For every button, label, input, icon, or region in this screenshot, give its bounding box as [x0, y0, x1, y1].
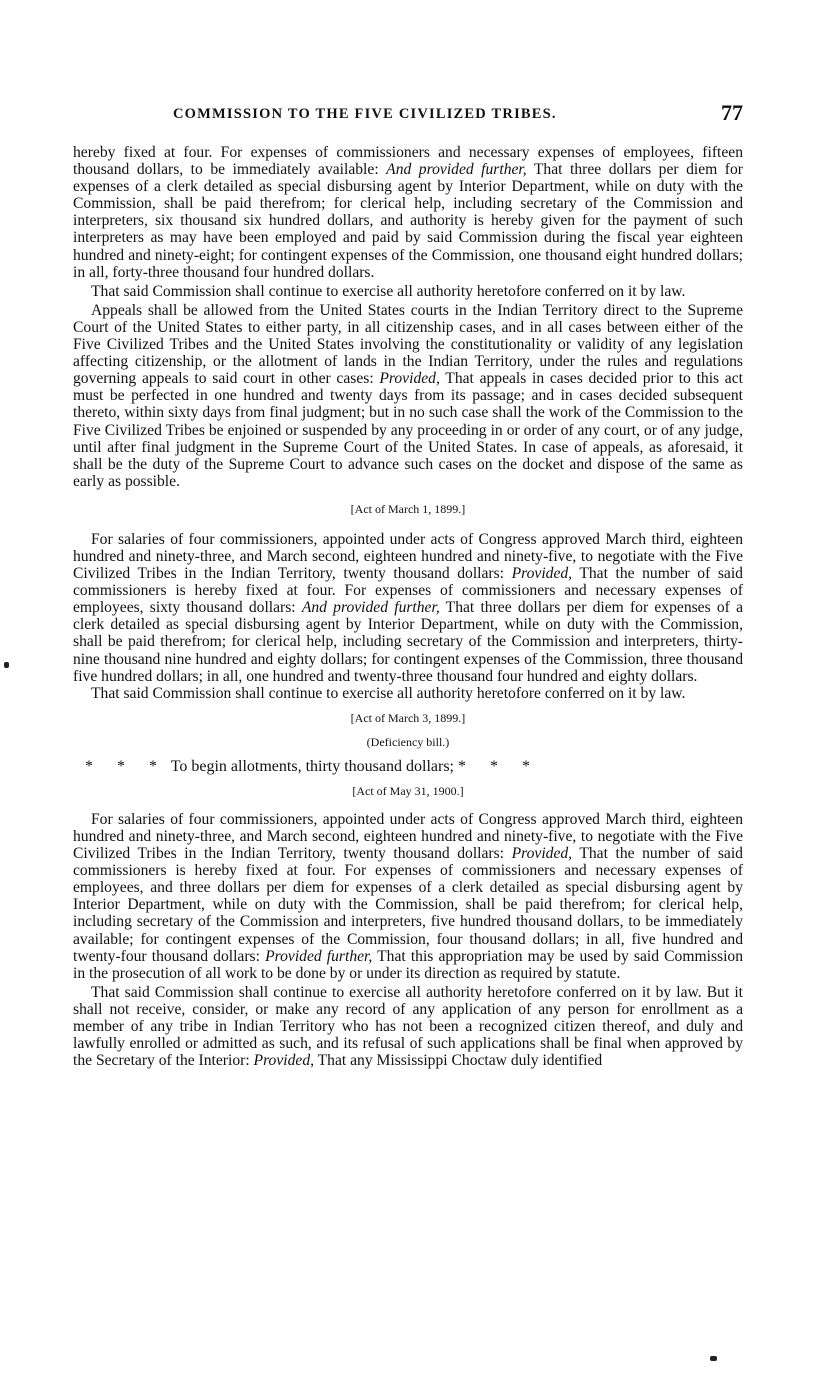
ink-spot [710, 1356, 717, 1361]
paragraph-authority: That said Commission shall continue to exercise all authority heretofore conferred on it by law. [91, 282, 686, 300]
paragraph-enrollment: That said Commission shall continue to exercise all authority heretofore conferred on it by law. But it shall not receive, consider, or make any record of any application of any person for enrollment as a member of any tribe in Indian Territory who has not been a recognized citizen thereof, and duly and lawfully enrolled or admitted as such, and its refusal of such applications shall be final when approved by the Secretary of the Interior: Provided, That any Mississippi Choctaw duly identified [73, 983, 743, 1070]
paragraph-salaries-1899: For salaries of four commissioners, appointed under acts of Congress approved March third, eighteen hundred and ninety-three, and March second, eighteen hundred and ninety-five, to negotiate with the Five Civilized Tribes in the Indian Territory, twenty thousand dollars: Provided, That the number of said commissioners is hereby fixed at four. For expenses of commissioners and necessary expenses of employees, sixty thousand dollars: And provided further, That three dollars per diem for expenses of a clerk detailed as special disbursing agent by Interior Department, while on duty with the Commission, shall be paid therefrom; for clerical help, including secretary of the Commission and interpreters, thirty-nine thousand nine hundred and eighty dollars; for contingent expenses of the Commission, three thousand five hundred dollars; in all, one hundred and twenty-three thousand four hundred and eighty dollars. [73, 530, 743, 685]
body-text [73, 144, 743, 1069]
section-heading-act-may-31-1900: [Act of May 31, 1900.] [352, 783, 464, 798]
margin-mark [4, 662, 9, 668]
section-heading-act-march-1-1899: [Act of March 1, 1899.] [350, 501, 466, 516]
allotments-line: * * * To begin allotments, thirty thousand dollars; * * * [85, 757, 540, 775]
paragraph-salaries-1900: For salaries of four commissioners, appointed under acts of Congress approved March third, eighteen hundred and ninety-three, and March second, eighteen hundred and ninety-five, to negotiate with the Five Civilized Tribes in the Indian Territory, twenty thousand dollars: Provided, That the number of said commissioners is hereby fixed at four. For expenses of commissioners and necessary expenses of employees, and three dollars per diem for expenses of a clerk detailed as special disbursing agent by Interior Department, while on duty with the Commission, shall be paid therefrom; for clerical help, including secretary of the Commission and interpreters, five hundred thousand dollars, to be immediately available; for contingent expenses of the Commission, four thousand dollars; in all, five hundred and twenty-four thousand dollars: Provided further, That this appropriation may be used by said Commission in the prosecution of all work to be done by or under its direction as required by statute. [73, 810, 744, 982]
ellipsis-stars-left: * * * [85, 757, 167, 775]
paragraph-authority-1899: That said Commission shall continue to exercise all authority heretofore conferred on it by law. [91, 684, 686, 702]
ellipsis-stars-right: * * * [458, 757, 540, 775]
page-number: 77 [721, 100, 743, 125]
section-heading-deficiency-bill: (Deficiency bill.) [366, 734, 450, 749]
page-header [73, 100, 743, 128]
paragraph-appeals: Appeals shall be allowed from the United States courts in the Indian Territory direct to the Supreme Court of the United States to either party, in all citizenship cases, and in all cases between either of the Five Civilized Tribes and the United States involving the constitutionality or validity of any legislation affecting citizenship, or the allotment of lands in the Indian Territory, under the rules and regulations governing appeals to said court in other cases: Provided, That appeals in cases decided prior to this act must be perfected in one hundred and twenty days from its passage; and in cases decided subsequent thereto, within sixty days from final judgment; but in no such case shall the work of the Commission to the Five Civilized Tribes be enjoined or suspended by any proceeding in or order of any court, or of any judge, until after final judgment in the Supreme Court of the United States. In case of appeals, as aforesaid, it shall be the duty of the Supreme Court to advance such cases on the docket and dispose of the same as early as possible. [73, 301, 743, 490]
paragraph-continuation: hereby fixed at four. For expenses of commissioners and necessary expenses of employees, fifteen thousand dollars, to be immediately available: And provided further, That three dollars per diem for expenses of a clerk detailed as special disbursing agent by Interior Department, while on duty with the Commission, shall be paid therefrom; for clerical help, including secretary of the Commission and interpreters, six thousand six hundred dollars, and authority is hereby given for the payment of such interpreters as may have been employed and paid by said Commission during the fiscal year eighteen hundred and ninety-eight; for contingent expenses of the Commission, one thousand eight hundred dollars; in all, forty-three thousand four hundred dollars. [73, 144, 743, 281]
running-title: COMMISSION TO THE FIVE CIVILIZED TRIBES. [173, 106, 557, 122]
section-heading-act-march-3-1899: [Act of March 3, 1899.] [350, 710, 466, 725]
